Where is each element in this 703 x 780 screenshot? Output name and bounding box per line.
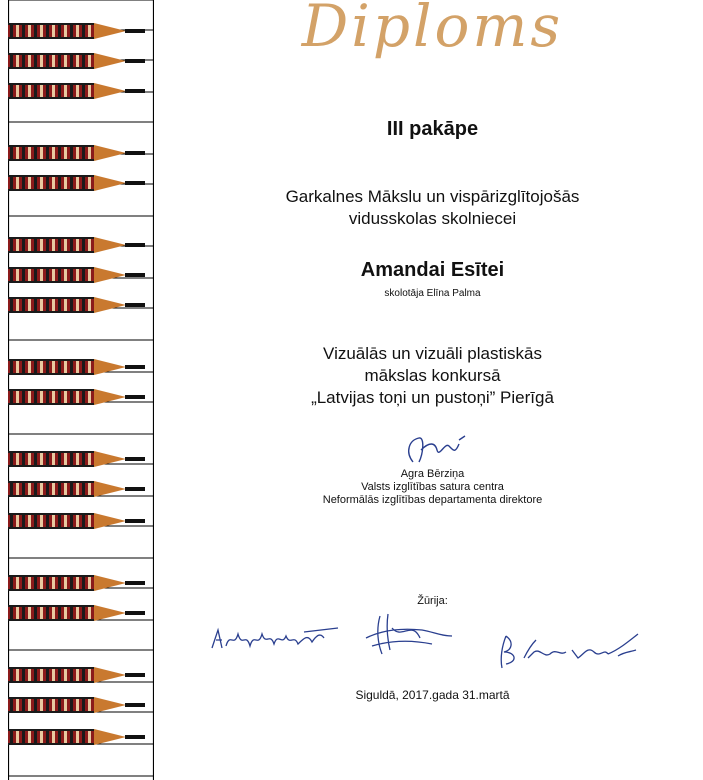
- jury-label: Žūrija:: [417, 595, 448, 607]
- contest-line-3: „Latvijas toņi un pustoņi” Pierīgā: [311, 388, 554, 407]
- recipient-name: Amandai Esītei: [360, 259, 505, 281]
- signatory-name: Agra Bērziņa: [400, 468, 465, 480]
- signatory-block: [160, 468, 703, 507]
- contest-line-1: Vizuālās un vizuāli plastiskās: [323, 344, 542, 363]
- teacher-name: skolotāja Elīna Palma: [384, 288, 481, 299]
- degree-heading: III pakāpe: [386, 118, 479, 140]
- place-and-date: Siguldā, 2017.gada 31.martā: [355, 688, 510, 702]
- signatory-role: Neformālās izglītības departamenta direktore: [322, 494, 543, 506]
- jury-signature-1: [208, 622, 348, 658]
- director-signature: [395, 432, 475, 470]
- school-line-2: vidusskolas skolniecei: [348, 209, 517, 228]
- jury-signature-2: [362, 610, 462, 660]
- signatory-org: Valsts izglītības satura centra: [361, 481, 504, 493]
- jury-signature-3: [488, 628, 658, 674]
- school-text: [160, 186, 703, 230]
- contest-line-2: mākslas konkursā: [364, 366, 501, 385]
- diploma-title: Diploms: [301, 0, 564, 60]
- contest-text: [160, 343, 703, 409]
- school-line-1: Garkalnes Mākslu un vispārizglītojošās: [285, 187, 580, 206]
- piano-keyboard-border: [8, 0, 154, 780]
